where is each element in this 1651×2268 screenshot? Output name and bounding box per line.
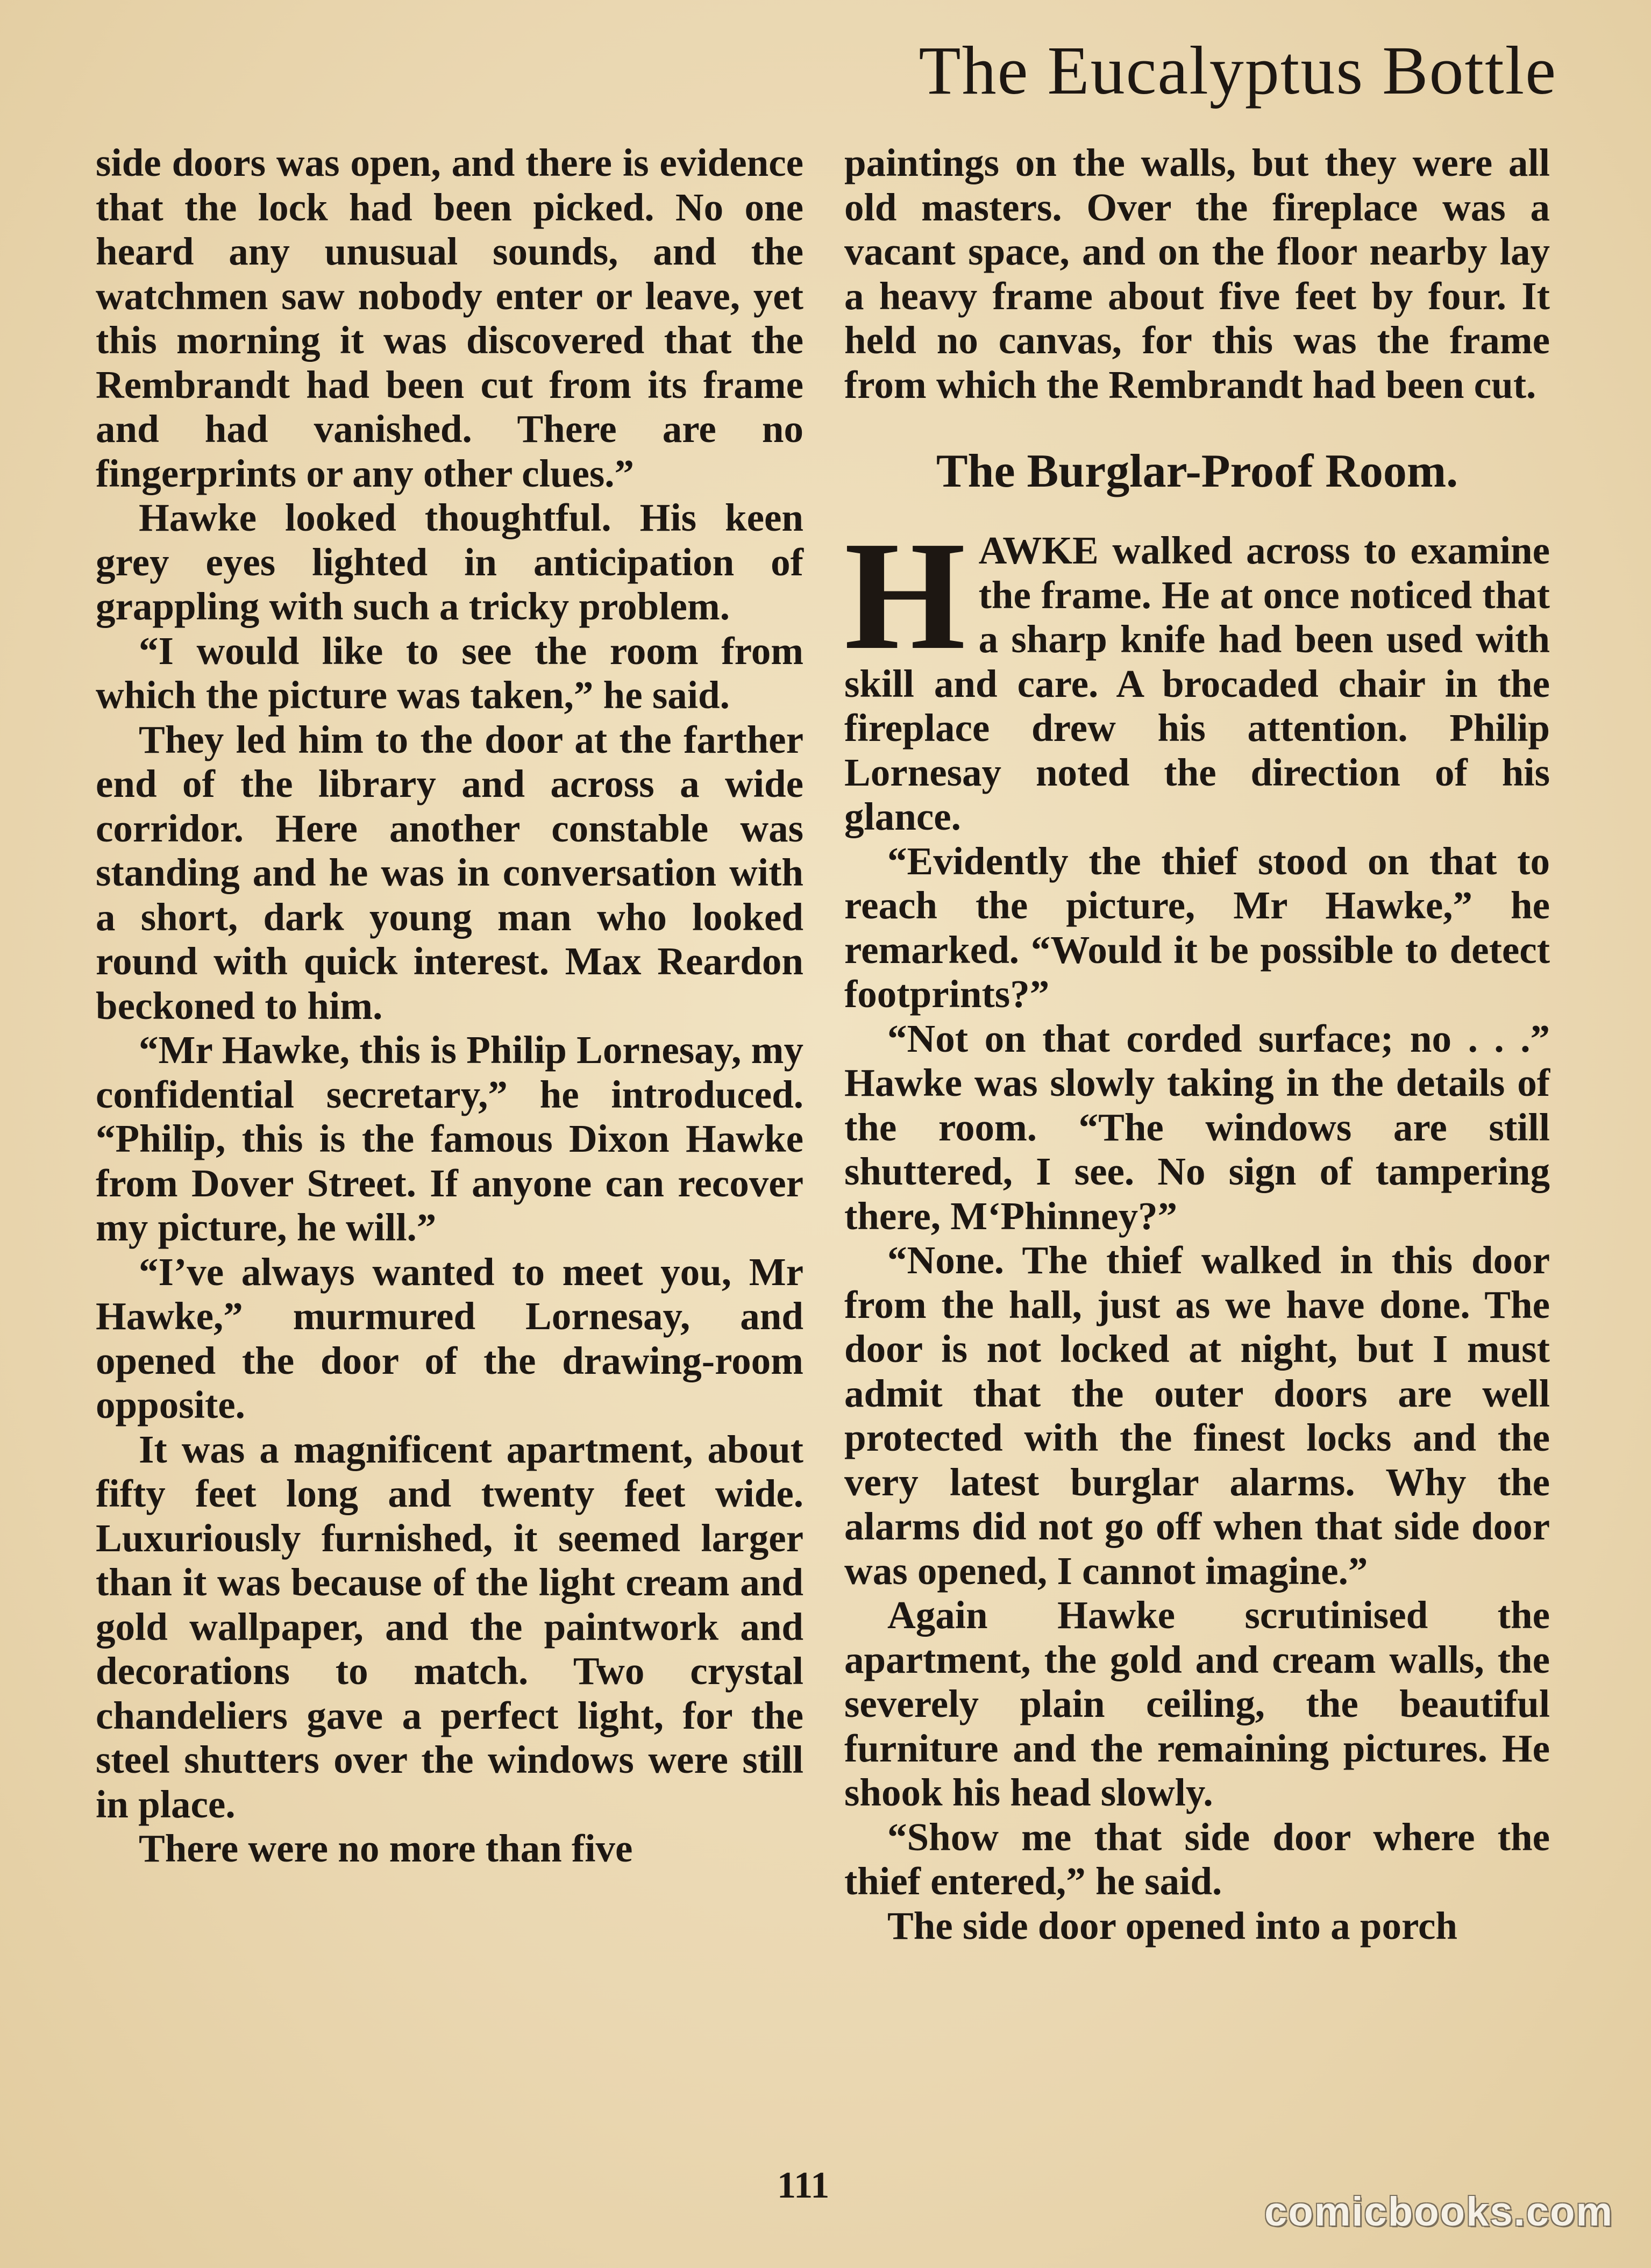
paragraph: side doors was open, and there is evidence that the lock had been picked. No one heard any unusual sounds, and the watchmen saw nobody enter or leave, yet this morning it was discovered that the Rembrandt had been cut from its frame and had vanished. There are no fingerprints or any other clues.” [96, 141, 803, 495]
paragraph: “Evidently the thief stood on that to reach the picture, Mr Hawke,” he remarked. “Would it be possible to detect footprints?” [844, 839, 1550, 1016]
right-column [844, 141, 1550, 1948]
dropcap-paragraph [844, 509, 1550, 839]
paragraph: Hawke looked thoughtful. His keen grey eyes lighted in anticipation of grappling with such a tricky problem. [96, 496, 803, 628]
right-column-paragraphs [844, 839, 1550, 1949]
paragraph: “I would like to see the room from which the picture was taken,” he said. [96, 629, 803, 717]
left-column [96, 141, 803, 1871]
paragraph: “I’ve always wanted to meet you, Mr Hawke,” murmured Lornesay, and opened the door of the drawing-room opposite. [96, 1250, 803, 1427]
paragraph: It was a magnificent apartment, about fifty feet long and twenty feet wide. Luxuriously furnished, it seemed larger than it was because of the light cream and gold wallpaper, and the paintwork and decorations to match. Two crystal chandeliers gave a perfect light, for the steel shutters over the windows were still in place. [96, 1427, 803, 1826]
paragraph: There were no more than five [139, 1827, 633, 1870]
paragraph: “Not on that corded surface; no . . .” Hawke was slowly taking in the details of the room. “The windows are still shuttered, I see. No sign of tampering there, M‘Phinney?” [844, 1016, 1550, 1238]
page-number: 111 [777, 2165, 830, 2206]
paragraph: Again Hawke scrutinised the apartment, the gold and cream walls, the severely plain ceiling, the beautiful furniture and the remaining pictures. He shook his head slowly. [844, 1593, 1550, 1814]
running-title: The Eucalyptus Bottle [919, 32, 1557, 109]
paragraph: “Show me that side door where the thief entered,” he said. [844, 1815, 1550, 1903]
dropcap-paragraph-text: AWKE walked across to examine the frame. He at once noticed that a sharp knife had been used with skill and care. A brocaded chair in the fireplace drew his attention. Philip Lornesay noted the direction of his glance. [844, 529, 1550, 838]
paragraph: “None. The thief walked in this door from the hall, just as we have done. The door is not locked at night, but I must admit that the outer doors are well protected with the finest locks and the very latest burglar alarms. Why the alarms did not go off when that side door was opened, I cannot imagine.” [844, 1238, 1550, 1593]
right-column-continuation: paintings on the walls, but they were all old masters. Over the fireplace was a vacant space, and on the floor nearby lay a heavy frame about five feet by four. It held no canvas, for this was the frame from which the Rembrandt had been cut. [844, 141, 1550, 406]
watermark: comicbooks.com [1264, 2189, 1613, 2235]
paragraph: The side door opened into a porch [887, 1903, 1458, 1948]
paragraph: “Mr Hawke, this is Philip Lornesay, my confidential secretary,” he introduced. “Philip, this is the famous Dixon Hawke from Dover Street. If anyone can recover my picture, he will.” [96, 1028, 803, 1249]
section-heading: The Burglar-Proof Room. [936, 445, 1458, 497]
drop-cap: H [844, 509, 966, 682]
paragraph: They led him to the door at the farther end of the library and across a wide corridor. Here another constable was standing and he was in conversation with a short, dark young man who looked round with quick interest. Max Reardon beckoned to him. [96, 717, 803, 1028]
